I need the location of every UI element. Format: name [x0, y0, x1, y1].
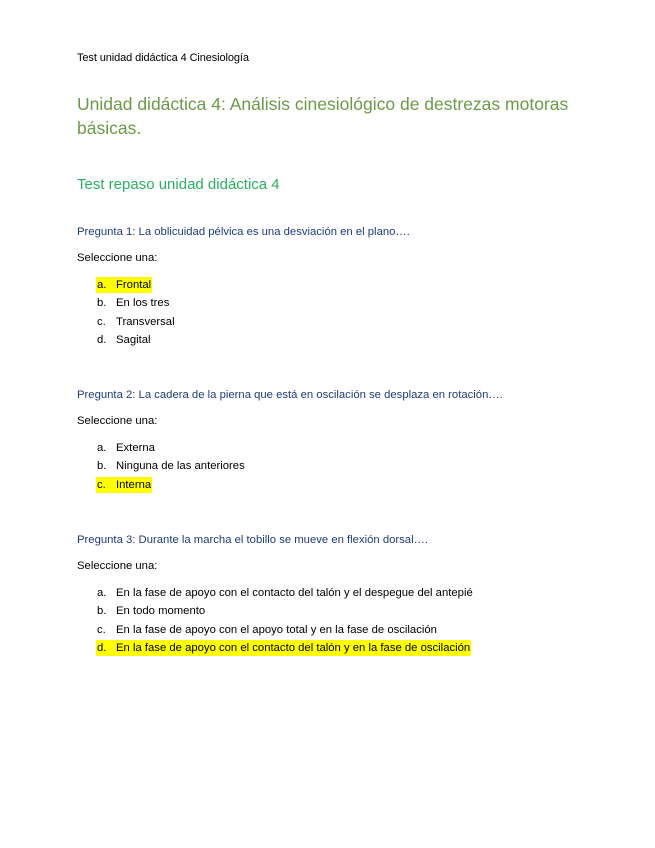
question-prompt: Seleccione una:: [77, 415, 158, 427]
option-letter: b.: [97, 297, 107, 310]
option-text: Sagital: [116, 333, 151, 346]
option-letter: a.: [97, 279, 107, 291]
question-title: Pregunta 1: La oblicuidad pélvica es una desviación en el plano….: [77, 226, 410, 238]
option-text: En la fase de apoyo con el contacto del talón y el despegue del antepié: [116, 587, 473, 599]
question-prompt: Seleccione una:: [77, 252, 158, 264]
answer-option-c[interactable]: [96, 313, 410, 331]
answer-option-c[interactable]: [96, 476, 503, 494]
option-text: Interna: [116, 478, 152, 491]
option-text: Externa: [116, 442, 155, 454]
answer-options: [96, 276, 410, 349]
question-prompt: Seleccione una:: [77, 560, 158, 572]
answer-option-b[interactable]: [96, 602, 474, 620]
option-text: En los tres: [116, 297, 170, 310]
answer-option-b[interactable]: [96, 457, 503, 475]
question-3: [77, 534, 474, 657]
option-letter: a.: [97, 442, 107, 454]
option-letter: d.: [97, 641, 107, 654]
option-letter: b.: [97, 460, 107, 473]
option-text: En la fase de apoyo con el apoyo total y en la fase de oscilación: [116, 623, 437, 636]
question-title: Pregunta 2: La cadera de la pierna que está en oscilación se desplaza en rotación….: [77, 389, 503, 401]
answer-options: [96, 584, 474, 657]
option-letter: c.: [97, 478, 106, 491]
document-header: Test unidad didáctica 4 Cinesiología: [77, 52, 249, 64]
option-text: En la fase de apoyo con el contacto del talón y en la fase de oscilación: [116, 641, 471, 654]
option-letter: d.: [97, 333, 107, 346]
option-letter: a.: [97, 587, 107, 599]
question-1: [77, 226, 410, 349]
answer-option-d[interactable]: [96, 331, 410, 349]
answer-option-a[interactable]: [96, 584, 474, 602]
option-letter: c.: [97, 623, 106, 636]
test-title: Test repaso unidad didáctica 4: [77, 176, 280, 193]
answer-option-b[interactable]: [96, 294, 410, 312]
answer-option-d[interactable]: [96, 639, 474, 657]
answer-option-a[interactable]: [96, 276, 410, 294]
option-text: Ninguna de las anteriores: [116, 460, 245, 473]
unit-title: Unidad didáctica 4: Análisis cinesiológico de destrezas motoras básicas.: [77, 94, 569, 138]
question-2: [77, 389, 503, 494]
option-text: Transversal: [116, 315, 175, 328]
answer-option-a[interactable]: [96, 439, 503, 457]
question-title: Pregunta 3: Durante la marcha el tobillo se mueve en flexión dorsal….: [77, 534, 429, 546]
option-text: Frontal: [116, 279, 152, 291]
option-letter: b.: [97, 605, 107, 618]
answer-option-c[interactable]: [96, 621, 474, 639]
answer-options: [96, 439, 503, 494]
option-text: En todo momento: [116, 605, 206, 618]
option-letter: c.: [97, 315, 106, 328]
